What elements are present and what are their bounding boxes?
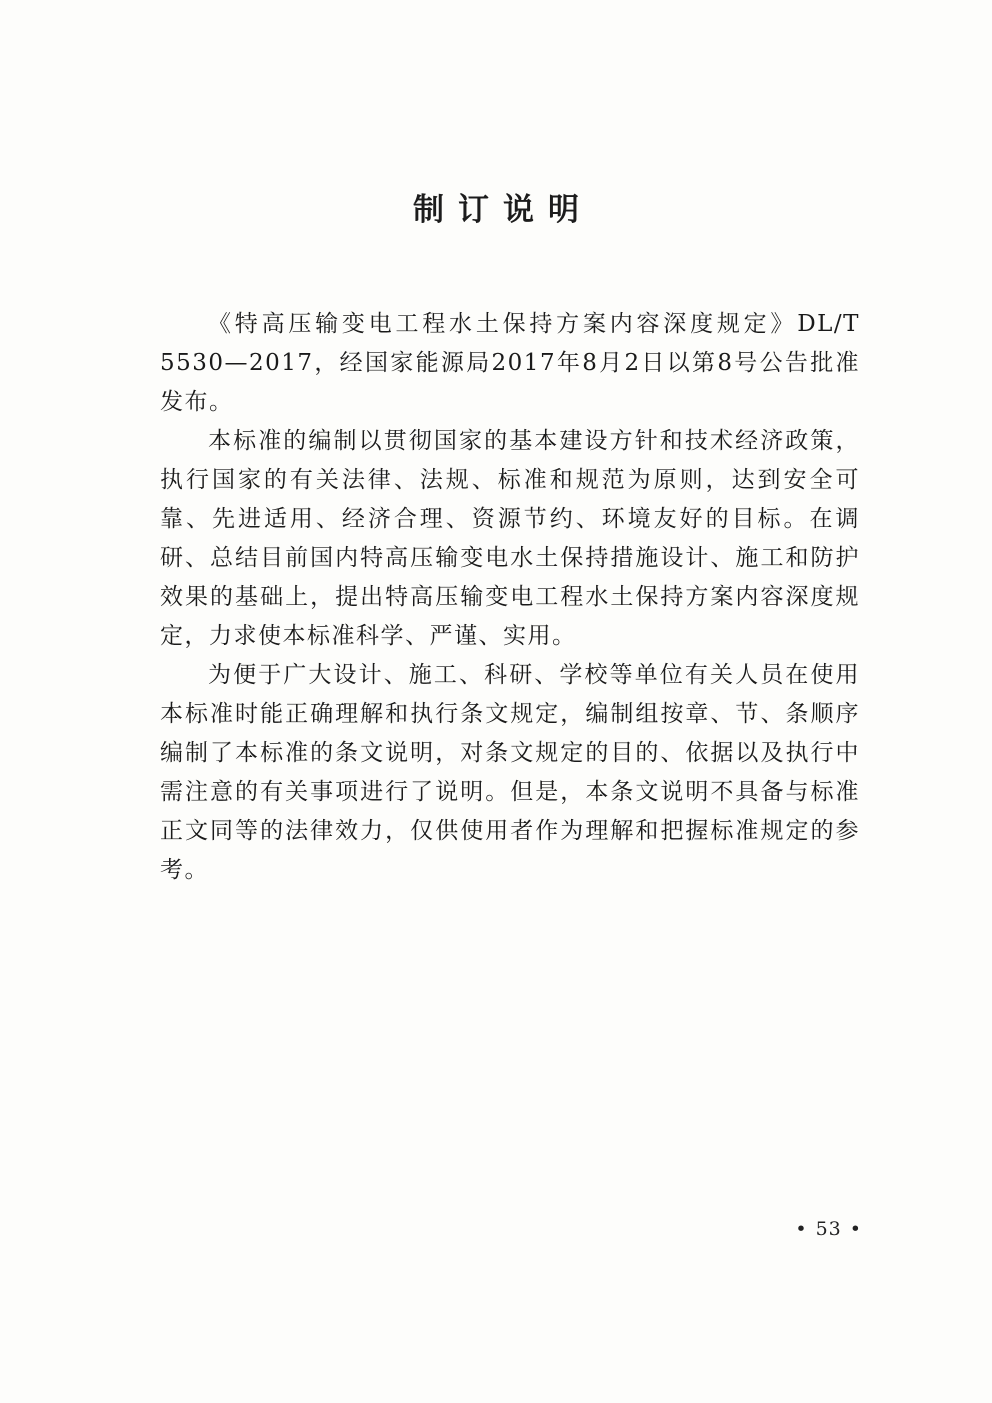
bullet-dot-icon: • — [849, 1218, 862, 1240]
paragraph-2: 本标准的编制以贯彻国家的基本建设方针和技术经济政策，执行国家的有关法律、法规、标准和规范为原则，达到安全可靠、先进适用、经济合理、资源节约、环境友好的目标。在调研、总结目前国内特高压输变电水土保持措施设计、施工和防护效果的基础上，提出特高压输变电工程水土保持方案内容深度规定，力求使本标准科学、严谨、实用。 — [160, 428, 860, 649]
paragraph-3: 为便于广大设计、施工、科研、学校等单位有关人员在使用本标准时能正确理解和执行条文规定，编制组按章、节、条顺序编制了本标准的条文说明，对条文规定的目的、依据以及执行中需注意的有关事项进行了说明。但是，本条文说明不具备与标准正文同等的法律效力，仅供使用者作为理解和把握标准规定的参考。 — [160, 662, 860, 883]
page-number: 53 — [815, 1218, 842, 1240]
bullet-dot-icon: • — [795, 1218, 808, 1240]
page-title: 制订说明 — [413, 192, 593, 228]
body-text — [160, 305, 860, 890]
paragraph-1: 《特高压输变电工程水土保持方案内容深度规定》DL/T 5530—2017，经国家能源局2017年8月2日以第8号公告批准发布。 — [160, 311, 860, 415]
page-number-footer — [770, 1216, 870, 1242]
